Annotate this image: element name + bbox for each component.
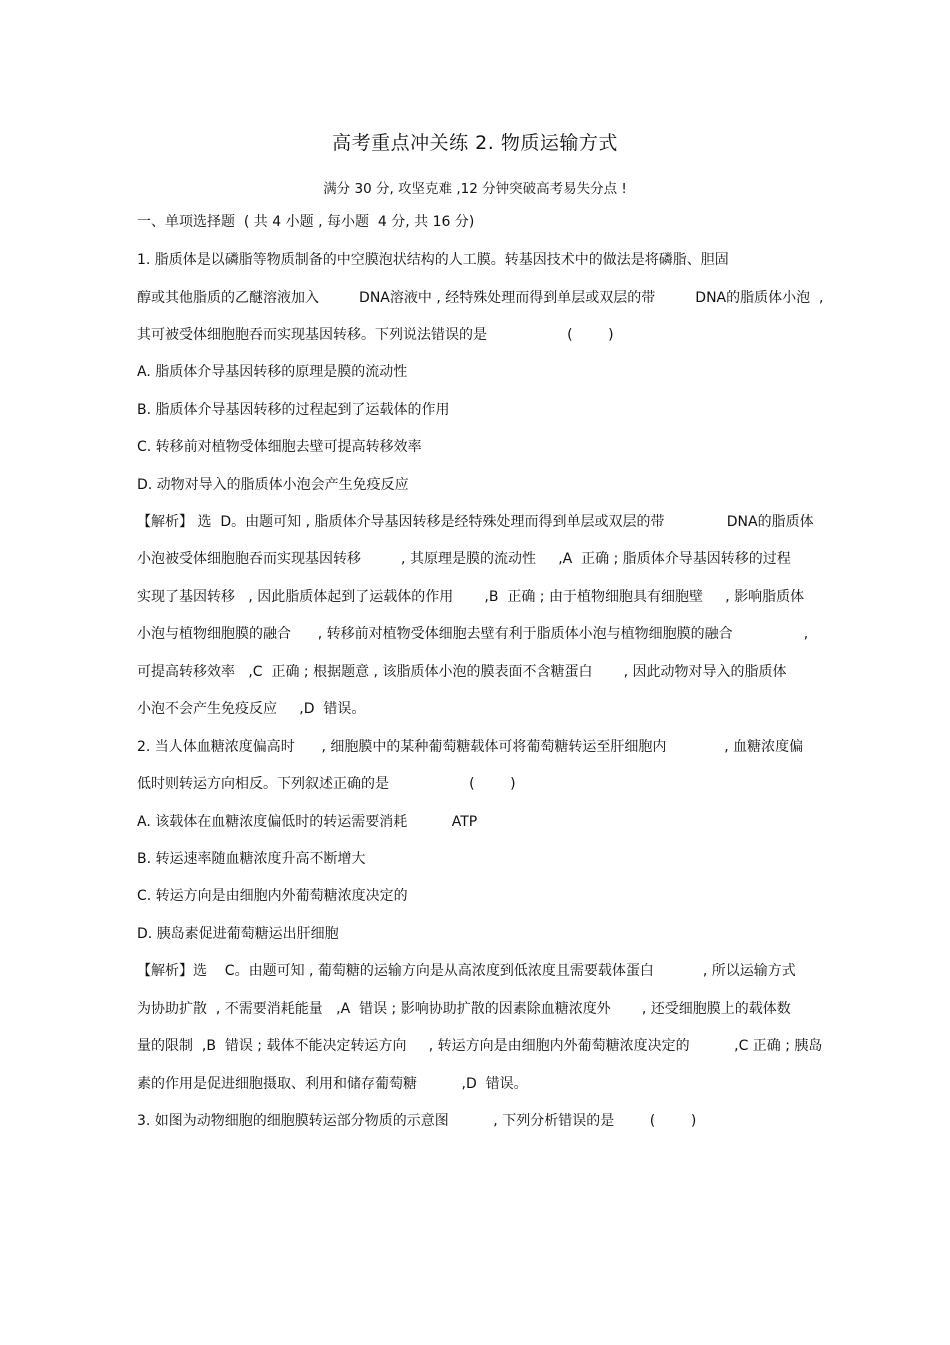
q1-option-d: D. 动物对导入的脂质体小泡会产生免疫反应 [137,477,409,493]
q1-analysis-line: 小泡与植物细胞膜的融合 , 转移前对植物受体细胞去壁有利于脂质体小泡与植物细胞膜的融合 , [137,626,809,642]
q1-analysis-line: 【解析】 选 D。由题可知 , 脂质体介导基因转移是经特殊处理而得到单层或双层的带 DNA的脂质体 [137,514,814,530]
q2-analysis-line: 素的作用是促进细胞摄取、利用和储存葡萄糖 ,D 错误。 [137,1076,528,1092]
q1-option-b: B. 脂质体介导基因转移的过程起到了运载体的作用 [137,402,450,418]
q3-stem-line: 3. 如图为动物细胞的细胞膜转运部分物质的示意图 , 下列分析错误的是 ( ) [137,1113,697,1129]
q1-stem-line: 1. 脂质体是以磷脂等物质制备的中空膜泡状结构的人工膜。转基因技术中的做法是将磷脂、胆固 [137,252,729,268]
q2-stem-line: 低时则转运方向相反。下列叙述正确的是 ( ) [137,776,516,792]
q1-option-a: A. 脂质体介导基因转移的原理是膜的流动性 [137,364,408,380]
q2-analysis-line: 【解析】选 C。由题可知 , 葡萄糖的运输方向是从高浓度到低浓度且需要载体蛋白 , 所以运输方式 [137,963,796,979]
q1-analysis-line: 小泡不会产生免疫反应 ,D 错误。 [137,701,366,717]
q1-stem-line: 醇或其他脂质的乙醚溶液加入 DNA溶液中 , 经特殊处理而得到单层或双层的带 DNA的脂质体小泡 , [137,290,824,306]
section-heading: 一、单项选择题 ( 共 4 小题 , 每小题 4 分, 共 16 分) [137,214,475,230]
q2-option-a: A. 该载体在血糖浓度偏低时的转运需要消耗 ATP [137,814,478,830]
q2-option-d: D. 胰岛素促进葡萄糖运出肝细胞 [137,926,339,942]
q1-analysis-line: 实现了基因转移 , 因此脂质体起到了运载体的作用 ,B 正确 ; 由于植物细胞具有细胞壁 , 影响脂质体 [137,589,805,605]
q2-option-b: B. 转运速率随血糖浓度升高不断增大 [137,851,366,867]
q1-stem-line: 其可被受体细胞胞吞而实现基因转移。下列说法错误的是 ( ) [137,327,614,343]
document-subtitle: 满分 30 分, 攻坚克难 ,12 分钟突破高考易失分点 ! [323,181,627,197]
q2-analysis-line: 为协助扩散 , 不需要消耗能量 ,A 错误 ; 影响协助扩散的因素除血糖浓度外 , 还受细胞膜上的载体数 [137,1001,791,1017]
q2-option-c: C. 转运方向是由细胞内外葡萄糖浓度决定的 [137,888,408,904]
q2-analysis-line: 量的限制 ,B 错误 ; 载体不能决定转运方向 , 转运方向是由细胞内外葡萄糖浓度决定的 ,C 正确 ; 胰岛 [137,1038,823,1054]
q2-stem-line: 2. 当人体血糖浓度偏高时 , 细胞膜中的某种葡萄糖载体可将葡萄糖转运至肝细胞内 , 血糖浓度偏 [137,739,804,755]
q1-option-c: C. 转移前对植物受体细胞去壁可提高转移效率 [137,439,422,455]
q1-analysis-line: 可提高转移效率 ,C 正确 ; 根据题意 , 该脂质体小泡的膜表面不含糖蛋白 , 因此动物对导入的脂质体 [137,664,787,680]
q1-analysis-line: 小泡被受体细胞胞吞而实现基因转移 , 其原理是膜的流动性 ,A 正确 ; 脂质体介导基因转移的过程 [137,551,791,567]
document-title: 高考重点冲关练 2. 物质运输方式 [332,132,618,154]
